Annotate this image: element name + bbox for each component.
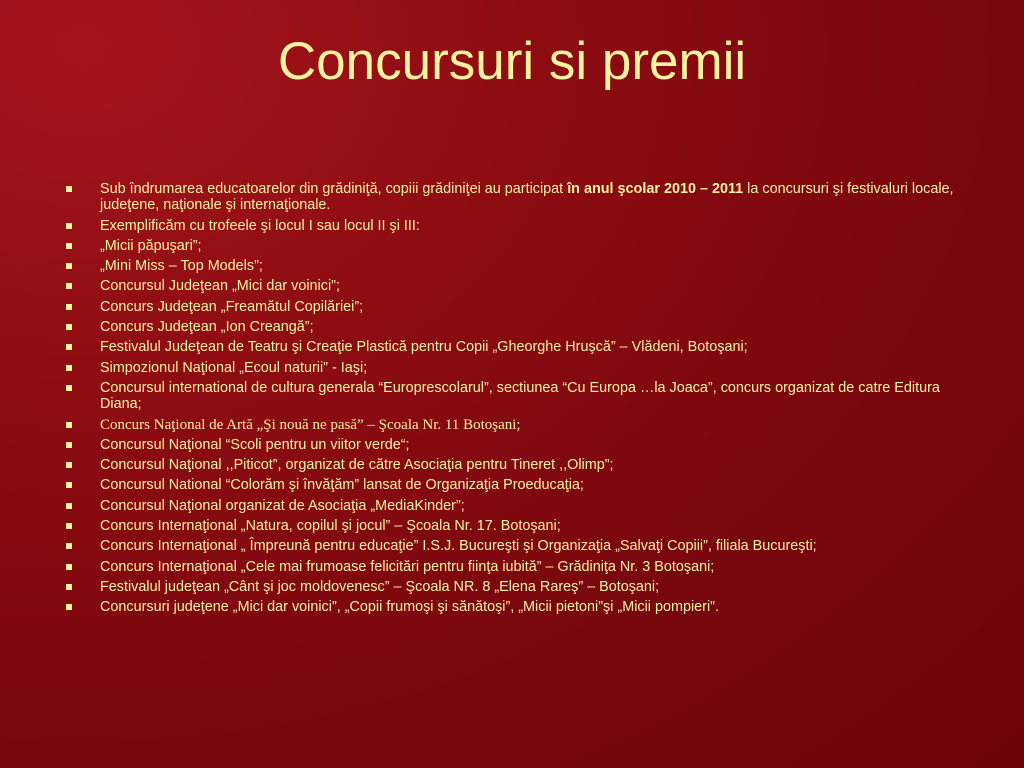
intro-text-end: la concursuri şi festivaluri locale, judeţene, naţionale şi internaţionale. <box>100 181 954 214</box>
bullet-item <box>64 477 976 493</box>
bullet-item <box>64 299 976 315</box>
bullet-text: Concurs Judeţean „Ion Creangă”; <box>100 319 314 336</box>
square-bullet-icon <box>66 422 72 428</box>
bullet-item <box>64 457 976 473</box>
bullet-text: Concursul Naţional organizat de Asociaţia „MediaKinder”; <box>100 497 465 514</box>
bullet-item <box>64 238 976 254</box>
square-bullet-icon <box>66 584 72 590</box>
square-bullet-icon <box>66 543 72 549</box>
bullet-item <box>64 218 976 234</box>
square-bullet-icon <box>66 283 72 289</box>
square-bullet-icon <box>66 365 72 371</box>
bullet-item <box>64 360 976 376</box>
slide-title: Concursuri si premii <box>277 32 747 91</box>
square-bullet-icon <box>66 482 72 488</box>
square-bullet-icon <box>66 243 72 249</box>
bullet-item <box>64 498 976 514</box>
bullet-text: Concursul Naţional ,,Piticot”, organizat de către Asociaţia pentru Tineret ,,Olimp”; <box>100 457 614 474</box>
square-bullet-icon <box>66 503 72 509</box>
bullet-text: Simpozionul Naţional „Ecoul naturii” - Iaşi; <box>100 359 368 376</box>
bullet-text: Exemplificăm cu trofeele şi locul I sau locul II şi III: <box>100 217 420 234</box>
bullet-item <box>64 339 976 355</box>
bullet-text: Festivalul judeţean „Cânt şi joc moldovenesc” – Şcoala NR. 8 „Elena Rareş” – Botoşani; <box>100 578 660 595</box>
bullet-text: Concurs Internaţional „Cele mai frumoase felicitări pentru fiinţa iubită” – Grădiniţa Nr. 3 Botoşani; <box>100 558 715 575</box>
bullet-item <box>64 417 976 433</box>
bullet-text: „Micii păpuşari”; <box>100 237 202 254</box>
bullet-item <box>64 319 976 335</box>
square-bullet-icon <box>66 462 72 468</box>
intro-text-start: Sub îndrumarea educatoarelor din grădiniţă, copiii grădiniţei au participat <box>100 181 568 197</box>
bullet-item <box>64 437 976 453</box>
bullet-list <box>64 181 976 620</box>
square-bullet-icon <box>66 263 72 269</box>
intro-school-year: în anul şcolar 2010 – 2011 <box>567 181 744 197</box>
square-bullet-icon <box>66 186 72 192</box>
square-bullet-icon <box>66 523 72 529</box>
bullet-text: Festivalul Judeţean de Teatru şi Creaţie Plastică pentru Copii „Gheorghe Hruşcă” – Vlădeni, Botoşani; <box>100 339 748 356</box>
bullet-item <box>64 579 976 595</box>
bullet-text: Concursul international de cultura generala “Europrescolarul”, sectiunea “Cu Europa …la Joaca”, concurs organizat de catre Editura Diana; <box>100 379 940 413</box>
bullet-item <box>64 380 976 413</box>
bullet-item <box>64 518 976 534</box>
bullet-item <box>64 599 976 615</box>
bullet-text: Concurs Internaţional „ Împreună pentru educaţie” I.S.J. Bucureşti şi Organizaţia „Salvaţi Copiii”, filiala Bucureşti; <box>100 538 817 555</box>
square-bullet-icon <box>66 324 72 330</box>
bullet-text: Concursul Judeţean „Mici dar voinici”; <box>100 278 340 295</box>
square-bullet-icon <box>66 344 72 350</box>
bullet-text: Concursul Naţional “Scoli pentru un viitor verde“; <box>100 436 410 453</box>
square-bullet-icon <box>66 564 72 570</box>
bullet-text: Concursuri judeţene „Mici dar voinici”, „Copii frumoşi şi sănătoşi”, „Micii pietoni”şi „Micii pompieri”. <box>100 599 719 616</box>
bullet-text: Concurs Internaţional „Natura, copilul şi jocul” – Şcoala Nr. 17. Botoşani; <box>100 518 561 535</box>
square-bullet-icon <box>66 385 72 391</box>
bullet-text: „Mini Miss – Top Models”; <box>100 258 263 275</box>
square-bullet-icon <box>66 223 72 229</box>
bullet-item <box>64 258 976 274</box>
bullet-text: Concursul National “Colorăm şi învăţăm” lansat de Organizaţia Proeducaţia; <box>100 477 584 494</box>
bullet-text: Concurs Naţional de Artă „Şi nouă ne pasă” – Şcoala Nr. 11 Botoşani; <box>100 416 521 433</box>
square-bullet-icon <box>66 442 72 448</box>
bullet-item-intro <box>64 181 976 214</box>
bullet-item <box>64 278 976 294</box>
bullet-text: Concurs Judeţean „Freamătul Copilăriei”; <box>100 298 364 315</box>
bullet-item <box>64 559 976 575</box>
square-bullet-icon <box>66 304 72 310</box>
bullet-item <box>64 538 976 554</box>
square-bullet-icon <box>66 604 72 610</box>
